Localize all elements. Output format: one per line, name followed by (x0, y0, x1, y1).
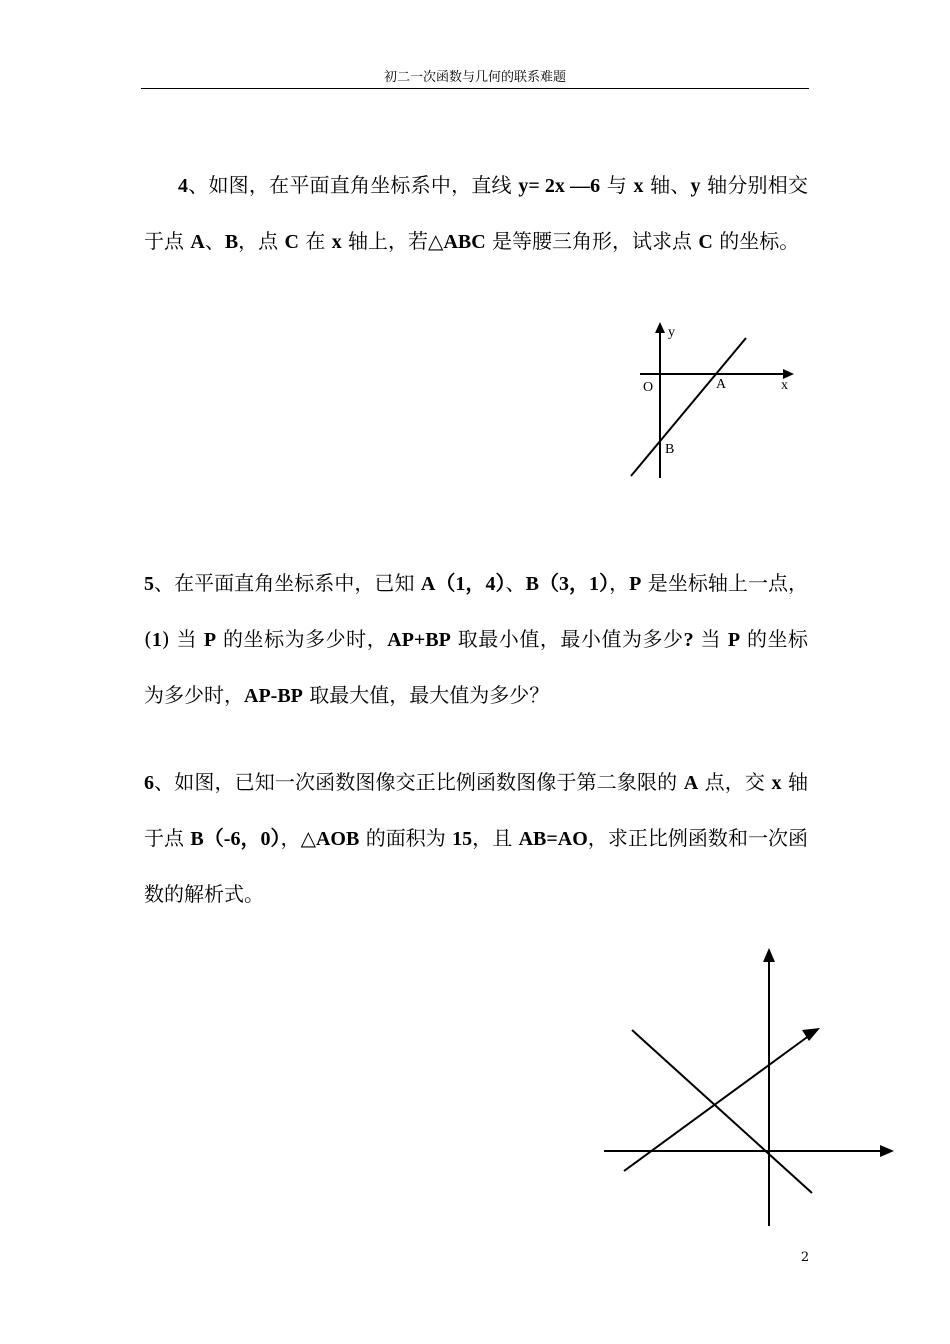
problem-5: 5、在平面直角坐标系中，已知 A（1，4）、B（3，1），P 是坐标轴上一点，(1) 当 P 的坐标为多少时，AP+BP 取最小值，最小值为多少? 当 P 的坐标为多少时，AP-BP 取最大值，最大值为多少？ (144, 571, 809, 707)
problem-4-figure (620, 318, 800, 484)
y-axis-label: y (668, 325, 675, 340)
problem-6-figure (598, 940, 900, 1230)
point-a-label: A (716, 377, 727, 392)
x-axis-arrow (880, 1145, 894, 1157)
y-axis-arrow (655, 322, 665, 333)
y-axis-arrow (763, 948, 775, 962)
point-b-label: B (665, 442, 675, 457)
page-header-title: 初二一次函数与几何的联系难题 (383, 70, 566, 85)
problem-6: 6、如图，已知一次函数图像交正比例函数图像于第二象限的 A 点，交 x 轴于点 B（-6，0），△AOB 的面积为 15，且 AB=AO，求正比例函数和一次函数的解析式。 (144, 770, 809, 906)
x-axis-label: x (781, 378, 788, 393)
line-y-2x-6 (631, 338, 746, 476)
header-rule (141, 88, 809, 89)
page-number: 2 (800, 1250, 810, 1265)
problem-4: 4、如图，在平面直角坐标系中，直线 y= 2x —6 与 x 轴、y 轴分别相交于点 A、B，点 C 在 x 轴上，若△ABC 是等腰三角形，试求点 C 的坐标。 (144, 173, 809, 253)
origin-label: O (643, 380, 654, 395)
